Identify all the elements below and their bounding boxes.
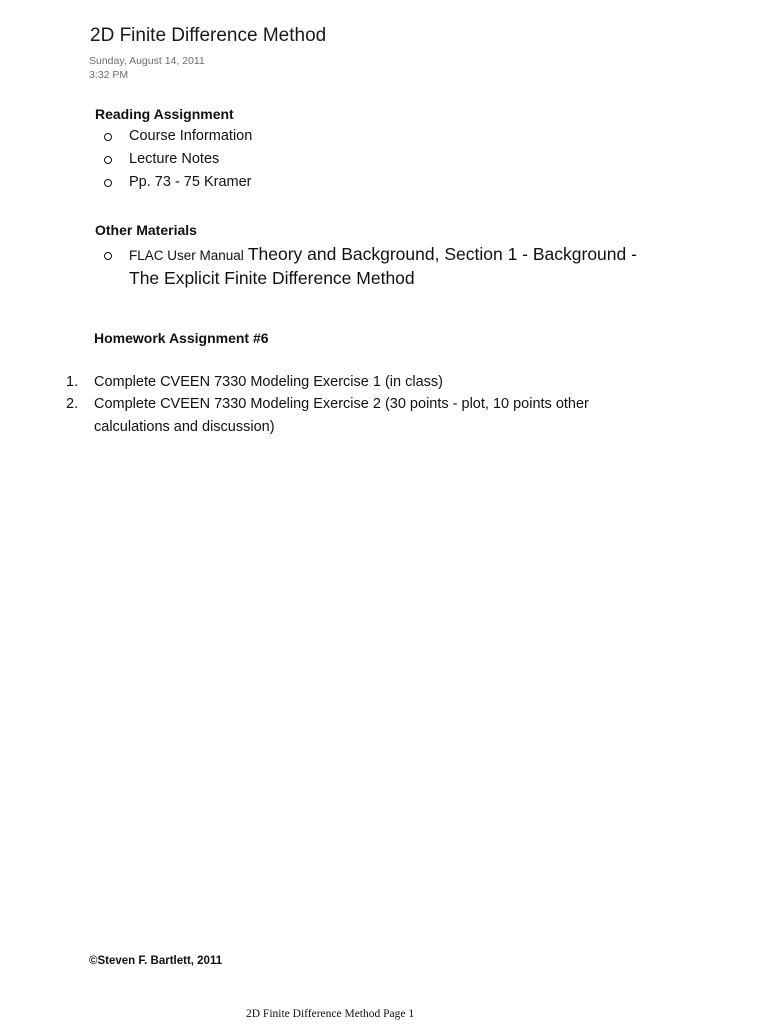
homework-heading: Homework Assignment #6 [94, 330, 269, 346]
homework-item-number: 1. [66, 374, 79, 390]
flac-manual-label: FLAC User Manual [129, 248, 244, 263]
page-title: 2D Finite Difference Method [90, 25, 327, 46]
reading-item-text: Pp. 73 - 75 Kramer [129, 174, 252, 190]
reading-item-text: Lecture Notes [129, 151, 220, 167]
reading-item-text: Course Information [129, 128, 253, 144]
homework-item-text: Complete CVEEN 7330 Modeling Exercise 1 (in class) [94, 374, 443, 390]
page-time: 3:32 PM [89, 69, 129, 81]
copyright-notice: ©Steven F. Bartlett, 2011 [89, 955, 223, 967]
other-materials-item-line2: The Explicit Finite Difference Method [129, 268, 415, 288]
circle-bullet-icon [104, 252, 112, 260]
flac-manual-section: Theory and Background, Section 1 - Background - [247, 244, 637, 264]
other-materials-item-line1 [129, 244, 637, 265]
homework-item-number: 2. [66, 396, 79, 412]
homework-item-text: Complete CVEEN 7330 Modeling Exercise 2 (30 points - plot, 10 points other [94, 396, 589, 412]
page-footer: 2D Finite Difference Method Page 1 [246, 1008, 415, 1020]
circle-bullet-icon [104, 156, 112, 164]
page-date: Sunday, August 14, 2011 [89, 55, 205, 67]
other-materials-heading: Other Materials [95, 222, 197, 238]
homework-item-text-continued: calculations and discussion) [94, 419, 275, 435]
reading-assignment-heading: Reading Assignment [95, 106, 234, 122]
circle-bullet-icon [104, 133, 112, 141]
circle-bullet-icon [104, 179, 112, 187]
